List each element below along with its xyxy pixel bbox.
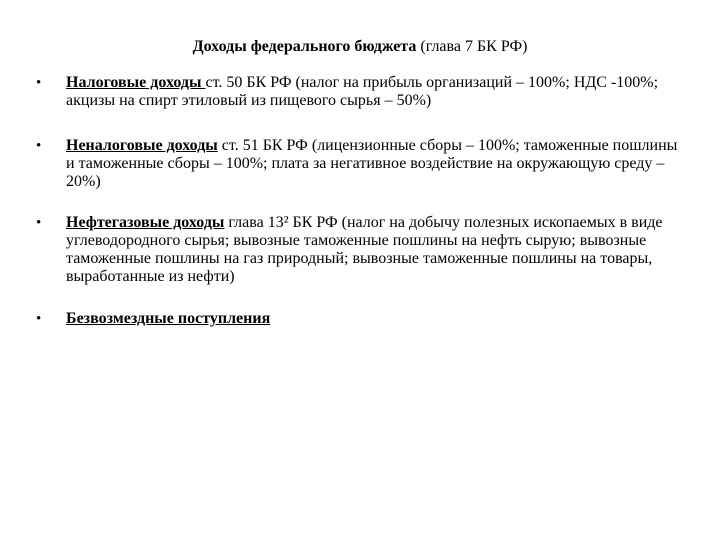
- bullet-icon: •: [36, 75, 42, 91]
- list-item-description: ст. 50 БК РФ (налог на прибыль организаций – 100%; НДС -100%; акцизы на спирт этиловый из пищевого сырья – 50%): [66, 74, 659, 109]
- list-item-text: [66, 137, 686, 191]
- bullet-icon: •: [36, 138, 42, 154]
- list-item-description: ст. 51 БК РФ (лицензионные сборы – 100%; таможенные пошлины и таможенные сборы – 100%; плата за негативное воздействие на окружающую среду – 20%): [66, 137, 678, 190]
- bullet-icon: •: [36, 311, 42, 327]
- list-item-term: Безвозмездные поступления: [66, 310, 271, 327]
- list-item-text: [66, 74, 686, 110]
- bullet-icon: •: [36, 215, 42, 231]
- title-bold: Доходы федерального бюджета: [192, 38, 417, 55]
- list-item-text: [66, 310, 686, 328]
- list-item-term: Нефтегазовые доходы: [66, 214, 225, 231]
- title-rest: (глава 7 БК РФ): [416, 38, 528, 55]
- page-title: [0, 37, 720, 57]
- list-item-text: [66, 214, 686, 286]
- list-item-term: Налоговые доходы: [66, 74, 206, 91]
- list-item-term: Неналоговые доходы: [66, 137, 218, 154]
- list-item-description: глава 13² БК РФ (налог на добычу полезных ископаемых в виде углеводородного сырья; вывозные таможенные пошлины на нефть сырую; вывозные таможенные пошлины на газ природный; вывозные таможенные пошлины на товары, выработанные из нефти): [66, 214, 663, 285]
